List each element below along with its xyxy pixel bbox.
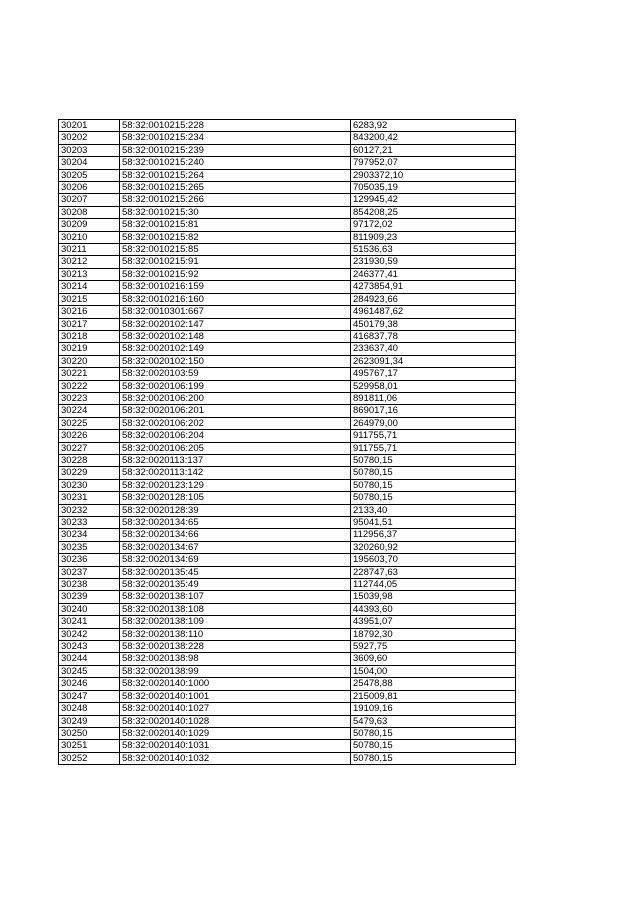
table-row [59, 169, 516, 181]
cadastral-number-cell: 58:32:0020106:204 [120, 430, 351, 442]
cadastral-number-cell: 58:32:0020113:142 [120, 467, 351, 479]
cadastral-number-cell: 58:32:0020106:200 [120, 392, 351, 404]
row-number-cell: 30203 [59, 144, 120, 156]
row-number-cell: 30239 [59, 591, 120, 603]
value-cell: 246377,41 [351, 268, 516, 280]
table-row [59, 343, 516, 355]
data-table [58, 119, 516, 765]
table-row [59, 231, 516, 243]
value-cell: 19109,16 [351, 703, 516, 715]
row-number-cell: 30246 [59, 678, 120, 690]
table-row [59, 454, 516, 466]
row-number-cell: 30209 [59, 219, 120, 231]
row-number-cell: 30218 [59, 330, 120, 342]
table-body [59, 120, 516, 765]
cadastral-number-cell: 58:32:0020106:201 [120, 405, 351, 417]
cadastral-number-cell: 58:32:0010215:92 [120, 268, 351, 280]
cadastral-number-cell: 58:32:0020128:39 [120, 504, 351, 516]
row-number-cell: 30213 [59, 268, 120, 280]
cadastral-number-cell: 58:32:0010215:266 [120, 194, 351, 206]
table-row [59, 541, 516, 553]
cadastral-number-cell: 58:32:0020140:1028 [120, 715, 351, 727]
cadastral-number-cell: 58:32:0010215:82 [120, 231, 351, 243]
row-number-cell: 30229 [59, 467, 120, 479]
cadastral-number-cell: 58:32:0020138:98 [120, 653, 351, 665]
value-cell: 843200,42 [351, 132, 516, 144]
value-cell: 495767,17 [351, 368, 516, 380]
table-row [59, 554, 516, 566]
value-cell: 264979,00 [351, 417, 516, 429]
value-cell: 50780,15 [351, 454, 516, 466]
cadastral-number-cell: 58:32:0020138:108 [120, 603, 351, 615]
value-cell: 911755,71 [351, 430, 516, 442]
row-number-cell: 30214 [59, 281, 120, 293]
cadastral-number-cell: 58:32:0020138:107 [120, 591, 351, 603]
value-cell: 705035,19 [351, 182, 516, 194]
table-row [59, 293, 516, 305]
value-cell: 233637,40 [351, 343, 516, 355]
table-row [59, 157, 516, 169]
table-row [59, 306, 516, 318]
value-cell: 5927,75 [351, 641, 516, 653]
cadastral-number-cell: 58:32:0010216:160 [120, 293, 351, 305]
row-number-cell: 30248 [59, 703, 120, 715]
value-cell: 1504,00 [351, 665, 516, 677]
table-row [59, 703, 516, 715]
cadastral-number-cell: 58:32:0010215:91 [120, 256, 351, 268]
value-cell: 3609,60 [351, 653, 516, 665]
cadastral-number-cell: 58:32:0020138:110 [120, 628, 351, 640]
row-number-cell: 30212 [59, 256, 120, 268]
cadastral-number-cell: 58:32:0020106:205 [120, 442, 351, 454]
row-number-cell: 30223 [59, 392, 120, 404]
value-cell: 50780,15 [351, 727, 516, 739]
value-cell: 51536,63 [351, 244, 516, 256]
table-row [59, 492, 516, 504]
cadastral-number-cell: 58:32:0020134:66 [120, 529, 351, 541]
cadastral-number-cell: 58:32:0020102:147 [120, 318, 351, 330]
value-cell: 50780,15 [351, 492, 516, 504]
row-number-cell: 30251 [59, 740, 120, 752]
row-number-cell: 30244 [59, 653, 120, 665]
row-number-cell: 30217 [59, 318, 120, 330]
value-cell: 50780,15 [351, 740, 516, 752]
row-number-cell: 30247 [59, 690, 120, 702]
value-cell: 112744,05 [351, 579, 516, 591]
table-row [59, 653, 516, 665]
row-number-cell: 30211 [59, 244, 120, 256]
value-cell: 97172,02 [351, 219, 516, 231]
value-cell: 15039,98 [351, 591, 516, 603]
row-number-cell: 30225 [59, 417, 120, 429]
value-cell: 284923,66 [351, 293, 516, 305]
table-row [59, 182, 516, 194]
table-row [59, 566, 516, 578]
table-row [59, 219, 516, 231]
cadastral-number-cell: 58:32:0020113:137 [120, 454, 351, 466]
row-number-cell: 30236 [59, 554, 120, 566]
value-cell: 50780,15 [351, 479, 516, 491]
value-cell: 95041,51 [351, 517, 516, 529]
table-row [59, 355, 516, 367]
row-number-cell: 30240 [59, 603, 120, 615]
row-number-cell: 30243 [59, 641, 120, 653]
value-cell: 6283,92 [351, 120, 516, 132]
cadastral-number-cell: 58:32:0020128:105 [120, 492, 351, 504]
value-cell: 4961487,62 [351, 306, 516, 318]
cadastral-number-cell: 58:32:0010215:240 [120, 157, 351, 169]
value-cell: 529958,01 [351, 380, 516, 392]
cadastral-number-cell: 58:32:0010215:234 [120, 132, 351, 144]
table-row [59, 368, 516, 380]
table-row [59, 206, 516, 218]
value-cell: 2133,40 [351, 504, 516, 516]
row-number-cell: 30230 [59, 479, 120, 491]
cadastral-number-cell: 58:32:0020134:69 [120, 554, 351, 566]
row-number-cell: 30215 [59, 293, 120, 305]
cadastral-number-cell: 58:32:0020140:1032 [120, 752, 351, 764]
table-row [59, 442, 516, 454]
cadastral-number-cell: 58:32:0020102:149 [120, 343, 351, 355]
table-row [59, 194, 516, 206]
cadastral-number-cell: 58:32:0020135:49 [120, 579, 351, 591]
row-number-cell: 30252 [59, 752, 120, 764]
row-number-cell: 30220 [59, 355, 120, 367]
value-cell: 25478,88 [351, 678, 516, 690]
cadastral-number-cell: 58:32:0020134:67 [120, 541, 351, 553]
cadastral-number-cell: 58:32:0020106:202 [120, 417, 351, 429]
table-row [59, 144, 516, 156]
cadastral-number-cell: 58:32:0010215:228 [120, 120, 351, 132]
value-cell: 44393,60 [351, 603, 516, 615]
value-cell: 18792,30 [351, 628, 516, 640]
table-row [59, 417, 516, 429]
row-number-cell: 30219 [59, 343, 120, 355]
row-number-cell: 30232 [59, 504, 120, 516]
value-cell: 911755,71 [351, 442, 516, 454]
cadastral-number-cell: 58:32:0010216:159 [120, 281, 351, 293]
cadastral-number-cell: 58:32:0020102:148 [120, 330, 351, 342]
value-cell: 320260,92 [351, 541, 516, 553]
row-number-cell: 30208 [59, 206, 120, 218]
value-cell: 891811,06 [351, 392, 516, 404]
table-row [59, 479, 516, 491]
value-cell: 129945,42 [351, 194, 516, 206]
row-number-cell: 30242 [59, 628, 120, 640]
cadastral-number-cell: 58:32:0020134:65 [120, 517, 351, 529]
table-row [59, 616, 516, 628]
table-row [59, 405, 516, 417]
row-number-cell: 30228 [59, 454, 120, 466]
value-cell: 195603,70 [351, 554, 516, 566]
table-row [59, 752, 516, 764]
value-cell: 231930,59 [351, 256, 516, 268]
cadastral-number-cell: 58:32:0020106:199 [120, 380, 351, 392]
row-number-cell: 30250 [59, 727, 120, 739]
row-number-cell: 30235 [59, 541, 120, 553]
table-row [59, 529, 516, 541]
row-number-cell: 30216 [59, 306, 120, 318]
table-row [59, 392, 516, 404]
cadastral-number-cell: 58:32:0020140:1001 [120, 690, 351, 702]
row-number-cell: 30231 [59, 492, 120, 504]
table-row [59, 504, 516, 516]
cadastral-number-cell: 58:32:0020140:1031 [120, 740, 351, 752]
value-cell: 854208,25 [351, 206, 516, 218]
row-number-cell: 30222 [59, 380, 120, 392]
row-number-cell: 30221 [59, 368, 120, 380]
value-cell: 450179,38 [351, 318, 516, 330]
cadastral-number-cell: 58:32:0020140:1027 [120, 703, 351, 715]
table-row [59, 318, 516, 330]
table-row [59, 678, 516, 690]
table-row [59, 132, 516, 144]
value-cell: 811909,23 [351, 231, 516, 243]
cadastral-number-cell: 58:32:0020135:45 [120, 566, 351, 578]
table-row [59, 628, 516, 640]
cadastral-number-cell: 58:32:0020103:59 [120, 368, 351, 380]
cadastral-number-cell: 58:32:0010215:265 [120, 182, 351, 194]
cadastral-number-cell: 58:32:0020140:1029 [120, 727, 351, 739]
table-row [59, 727, 516, 739]
cadastral-number-cell: 58:32:0010215:264 [120, 169, 351, 181]
cadastral-number-cell: 58:32:0020102:150 [120, 355, 351, 367]
table-row [59, 268, 516, 280]
table-row [59, 715, 516, 727]
row-number-cell: 30249 [59, 715, 120, 727]
cadastral-number-cell: 58:32:0020138:109 [120, 616, 351, 628]
value-cell: 4273854,91 [351, 281, 516, 293]
cadastral-number-cell: 58:32:0020138:228 [120, 641, 351, 653]
table-row [59, 591, 516, 603]
table-row [59, 256, 516, 268]
row-number-cell: 30227 [59, 442, 120, 454]
value-cell: 416837,78 [351, 330, 516, 342]
row-number-cell: 30207 [59, 194, 120, 206]
value-cell: 797952,07 [351, 157, 516, 169]
value-cell: 228747,63 [351, 566, 516, 578]
table-row [59, 579, 516, 591]
cadastral-number-cell: 58:32:0010301:667 [120, 306, 351, 318]
table-row [59, 690, 516, 702]
table-row [59, 430, 516, 442]
value-cell: 50780,15 [351, 467, 516, 479]
value-cell: 215009,81 [351, 690, 516, 702]
value-cell: 5479,63 [351, 715, 516, 727]
table-row [59, 740, 516, 752]
cadastral-number-cell: 58:32:0010215:239 [120, 144, 351, 156]
cadastral-number-cell: 58:32:0020138:99 [120, 665, 351, 677]
table-row [59, 603, 516, 615]
value-cell: 2623091,34 [351, 355, 516, 367]
value-cell: 2903372,10 [351, 169, 516, 181]
row-number-cell: 30237 [59, 566, 120, 578]
value-cell: 50780,15 [351, 752, 516, 764]
row-number-cell: 30241 [59, 616, 120, 628]
table-row [59, 665, 516, 677]
row-number-cell: 30224 [59, 405, 120, 417]
row-number-cell: 30201 [59, 120, 120, 132]
value-cell: 112956,37 [351, 529, 516, 541]
row-number-cell: 30234 [59, 529, 120, 541]
table-row [59, 380, 516, 392]
row-number-cell: 30205 [59, 169, 120, 181]
value-cell: 869017,16 [351, 405, 516, 417]
row-number-cell: 30245 [59, 665, 120, 677]
table-row [59, 467, 516, 479]
row-number-cell: 30204 [59, 157, 120, 169]
table-row [59, 517, 516, 529]
cadastral-number-cell: 58:32:0020140:1000 [120, 678, 351, 690]
cadastral-number-cell: 58:32:0020123:129 [120, 479, 351, 491]
table-row [59, 641, 516, 653]
value-cell: 43951,07 [351, 616, 516, 628]
value-cell: 60127,21 [351, 144, 516, 156]
cadastral-number-cell: 58:32:0010215:81 [120, 219, 351, 231]
row-number-cell: 30226 [59, 430, 120, 442]
row-number-cell: 30206 [59, 182, 120, 194]
row-number-cell: 30233 [59, 517, 120, 529]
table-row [59, 244, 516, 256]
table-row [59, 281, 516, 293]
row-number-cell: 30202 [59, 132, 120, 144]
table-row [59, 330, 516, 342]
table-row [59, 120, 516, 132]
cadastral-number-cell: 58:32:0010215:85 [120, 244, 351, 256]
row-number-cell: 30210 [59, 231, 120, 243]
row-number-cell: 30238 [59, 579, 120, 591]
cadastral-number-cell: 58:32:0010215:30 [120, 206, 351, 218]
